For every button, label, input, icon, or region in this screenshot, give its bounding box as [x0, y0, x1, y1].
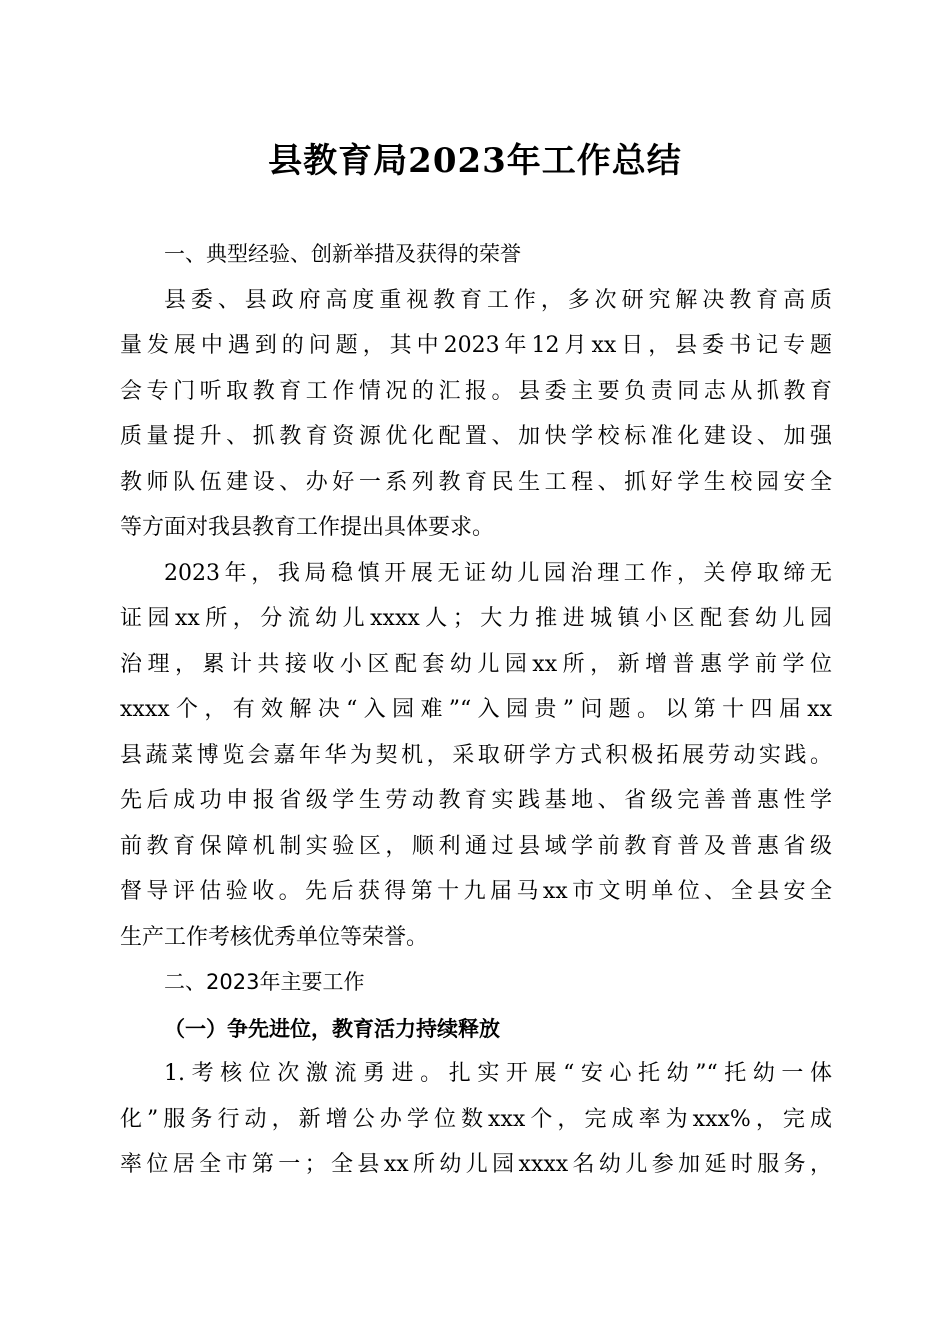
paragraph-3-line-2: 化”服务行动，新增公办学位数xxx个，完成率为xxx%，完成: [120, 1106, 832, 1132]
paragraph-2-line-9: 生产工作考核优秀单位等荣誉。: [120, 924, 429, 950]
paragraph-1-line-3: 会专门听取教育工作情况的汇报。县委主要负责同志从抓教育: [120, 378, 832, 404]
paragraph-1-line-1: 县委、县政府高度重视教育工作，多次研究解决教育高质: [164, 287, 832, 313]
paragraph-1-line-4: 质量提升、抓教育资源优化配置、加快学校标准化建设、加强: [120, 424, 832, 449]
section-heading-2: 二、2023年主要工作: [164, 970, 365, 994]
section-heading-1: 一、典型经验、创新举措及获得的荣誉: [164, 242, 521, 266]
paragraph-2-line-4: xxxx个，有效解决“入园难”“入园贵”问题。以第十四届xx: [120, 697, 832, 722]
paragraph-3-line-3: 率位居全市第一；全县xx所幼儿园xxxx名幼儿参加延时服务，: [120, 1152, 832, 1177]
paragraph-1-line-5: 教师队伍建设、办好一系列教育民生工程、抓好学生校园安全: [120, 469, 832, 495]
paragraph-2-line-7: 前教育保障机制实验区，顺利通过县域学前教育普及普惠省级: [120, 833, 832, 859]
subsection-heading-1: （一）争先进位，教育活力持续释放: [164, 1015, 500, 1041]
document-title: 县教育局2023年工作总结: [268, 141, 682, 181]
paragraph-2-line-1: 2023年，我局稳慎开展无证幼儿园治理工作，关停取缔无: [164, 560, 832, 586]
paragraph-2-line-8: 督导评估验收。先后获得第十九届马xx市文明单位、全县安全: [120, 879, 832, 904]
paragraph-2-line-6: 先后成功申报省级学生劳动教育实践基地、省级完善普惠性学: [120, 788, 832, 813]
paragraph-2-line-2: 证园xx所，分流幼儿xxxx人；大力推进城镇小区配套幼儿园: [120, 606, 832, 631]
paragraph-2-line-3: 治理，累计共接收小区配套幼儿园xx所，新增普惠学前学位: [120, 651, 832, 677]
paragraph-1-line-2: 量发展中遇到的问题，其中2023年12月xx日，县委书记专题: [120, 333, 832, 358]
paragraph-1-line-6: 等方面对我县教育工作提出具体要求。: [120, 515, 495, 540]
paragraph-3-line-1: 1.考核位次激流勇进。扎实开展“安心托幼”“托幼一体: [164, 1061, 832, 1086]
document-body: [120, 232, 832, 1188]
paragraph-2-line-5: 县蔬菜博览会嘉年华为契机，采取研学方式积极拓展劳动实践。: [120, 742, 832, 768]
